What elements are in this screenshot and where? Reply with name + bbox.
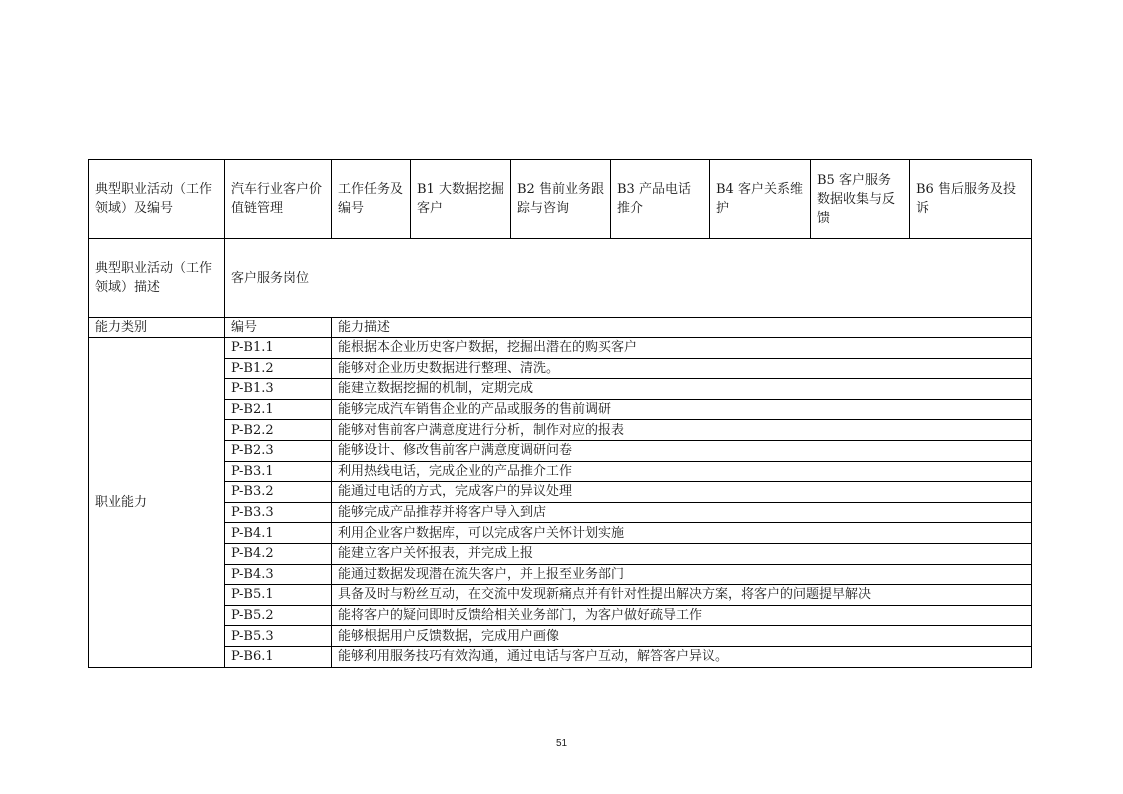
ability-description: 能将客户的疑问即时反馈给相关业务部门，为客户做好疏导工作 (332, 605, 1032, 626)
table-row (89, 358, 1032, 379)
header-task-b1: B1 大数据挖掘客户 (411, 160, 511, 239)
header-task-b3: B3 产品电话推介 (611, 160, 710, 239)
ability-description: 能根据本企业历史客户数据，挖掘出潜在的购买客户 (332, 338, 1032, 359)
ability-code: P-B4.2 (225, 543, 332, 564)
table-row (89, 605, 1032, 626)
table-row (89, 379, 1032, 400)
table-row (89, 523, 1032, 544)
column-description: 能力描述 (332, 318, 1032, 338)
ability-description: 能够完成产品推荐并将客户导入到店 (332, 502, 1032, 523)
table-row (89, 502, 1032, 523)
ability-code: P-B1.2 (225, 358, 332, 379)
header-activity-value: 汽车行业客户价值链管理 (225, 160, 332, 239)
ability-description: 能建立数据挖掘的机制，定期完成 (332, 379, 1032, 400)
ability-code: P-B5.2 (225, 605, 332, 626)
table-row (89, 399, 1032, 420)
competency-table (88, 159, 1032, 668)
ability-description: 利用热线电话，完成企业的产品推介工作 (332, 461, 1032, 482)
table-row (89, 482, 1032, 503)
ability-description: 能够利用服务技巧有效沟通，通过电话与客户互动，解答客户异议。 (332, 646, 1032, 667)
ability-code: P-B3.2 (225, 482, 332, 503)
ability-code: P-B2.2 (225, 420, 332, 441)
category-cell: 职业能力 (89, 338, 225, 668)
header-task-b2: B2 售前业务跟踪与咨询 (511, 160, 611, 239)
header-task-b4: B4 客户关系维护 (710, 160, 811, 239)
description-row (89, 239, 1032, 318)
header-task-b6: B6 售后服务及投诉 (910, 160, 1032, 239)
table-row (89, 461, 1032, 482)
header-task-b5: B5 客户服务数据收集与反馈 (811, 160, 910, 239)
ability-code: P-B3.3 (225, 502, 332, 523)
ability-description: 能建立客户关怀报表，并完成上报 (332, 543, 1032, 564)
ability-code: P-B5.1 (225, 585, 332, 606)
table-row (89, 420, 1032, 441)
table-row (89, 338, 1032, 359)
description-label: 典型职业活动（工作领域）描述 (89, 239, 225, 318)
ability-code: P-B3.1 (225, 461, 332, 482)
ability-description: 能通过数据发现潜在流失客户，并上报至业务部门 (332, 564, 1032, 585)
ability-code: P-B4.1 (225, 523, 332, 544)
page-number: 51 (555, 738, 568, 749)
ability-code: P-B5.3 (225, 626, 332, 647)
table-row (89, 585, 1032, 606)
ability-code: P-B1.3 (225, 379, 332, 400)
ability-description: 能够对售前客户满意度进行分析，制作对应的报表 (332, 420, 1032, 441)
column-code: 编号 (225, 318, 332, 338)
header-task-label: 工作任务及编号 (332, 160, 411, 239)
header-activity-label: 典型职业活动（工作领域）及编号 (89, 160, 225, 239)
header-row (89, 160, 1032, 239)
column-header-row (89, 318, 1032, 338)
table-row (89, 543, 1032, 564)
ability-description: 利用企业客户数据库，可以完成客户关怀计划实施 (332, 523, 1032, 544)
description-value: 客户服务岗位 (225, 239, 1032, 318)
ability-code: P-B1.1 (225, 338, 332, 359)
table-row (89, 440, 1032, 461)
table-row (89, 626, 1032, 647)
ability-code: P-B2.1 (225, 399, 332, 420)
ability-code: P-B4.3 (225, 564, 332, 585)
ability-description: 能够对企业历史数据进行整理、清洗。 (332, 358, 1032, 379)
ability-code: P-B2.3 (225, 440, 332, 461)
ability-description: 能够完成汽车销售企业的产品或服务的售前调研 (332, 399, 1032, 420)
ability-code: P-B6.1 (225, 646, 332, 667)
ability-description: 具备及时与粉丝互动，在交流中发现新痛点并有针对性提出解决方案，将客户的问题提早解决 (332, 585, 1032, 606)
column-category: 能力类别 (89, 318, 225, 338)
table-row (89, 646, 1032, 667)
ability-description: 能够根据用户反馈数据，完成用户画像 (332, 626, 1032, 647)
ability-description: 能通过电话的方式，完成客户的异议处理 (332, 482, 1032, 503)
ability-description: 能够设计、修改售前客户满意度调研问卷 (332, 440, 1032, 461)
table-row (89, 564, 1032, 585)
